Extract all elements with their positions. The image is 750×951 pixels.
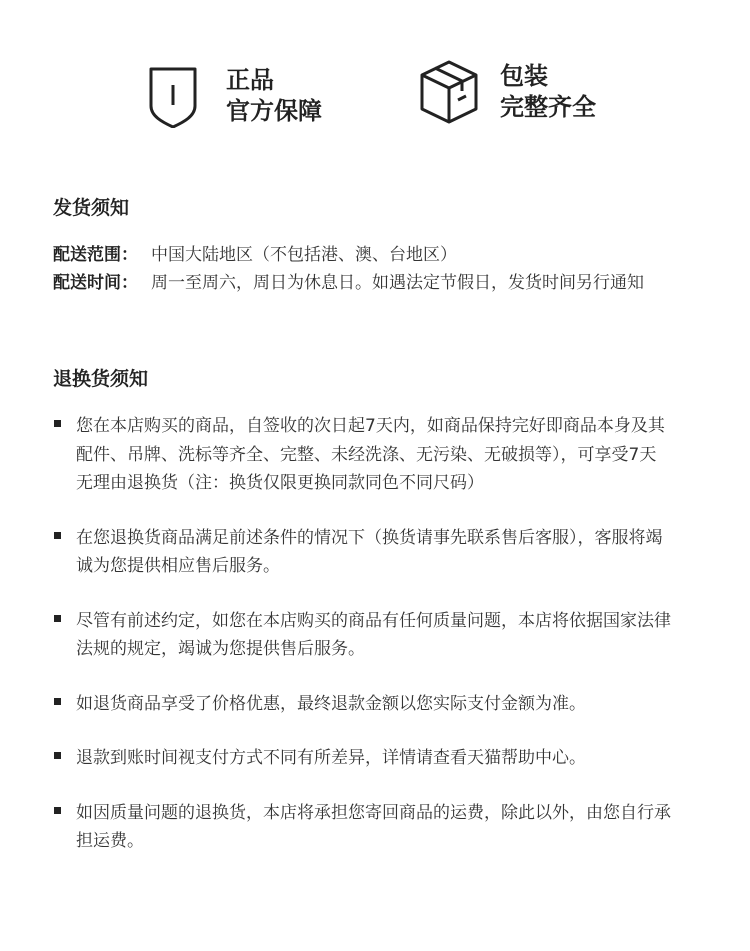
list-item — [53, 524, 673, 581]
badge-line-1: 正品 — [226, 66, 274, 94]
shipping-section-title: 发货须知 — [53, 197, 130, 219]
rule-text: 如退货商品享受了价格优惠，最终退款金额以您实际支付金额为准。 — [76, 693, 586, 714]
rule-text: 尽管有前述约定，如您在本店购买的商品有任何质量问题，本店将依据国家法律法规的规定，竭诚为您提供售后服务。 — [76, 610, 671, 659]
badge-text — [226, 65, 322, 127]
square-bullet-icon — [54, 615, 61, 622]
delivery-time-value: 周一至周六，周日为休息日。如遇法定节假日，发货时间另行通知 — [151, 273, 644, 293]
square-bullet-icon — [54, 532, 61, 539]
badge-text — [500, 61, 596, 123]
list-item — [53, 412, 673, 498]
rule-text: 如因质量问题的退换货，本店将承担您寄回商品的运费，除此以外，由您自行承担运费。 — [76, 802, 671, 851]
list-item — [53, 690, 673, 719]
list-item — [53, 607, 673, 664]
authentic-guarantee-badge — [146, 64, 322, 128]
list-item — [53, 799, 673, 856]
complete-package-badge — [418, 58, 596, 126]
shield-icon — [146, 64, 210, 128]
badge-line-2: 完整齐全 — [500, 93, 596, 121]
package-box-icon — [418, 58, 480, 126]
list-item — [53, 744, 673, 773]
delivery-area-label: 配送范围： — [53, 245, 138, 265]
delivery-time-label: 配送时间： — [53, 273, 138, 293]
delivery-area-value: 中国大陆地区（不包括港、澳、台地区） — [151, 245, 457, 265]
square-bullet-icon — [54, 698, 61, 705]
returns-section-title: 退换货须知 — [53, 368, 149, 390]
rule-text: 您在本店购买的商品，自签收的次日起7天内，如商品保持完好即商品本身及其配件、吊牌、洗标等齐全、完整、未经洗涤、无污染、无破损等），可享受7天无理由退换货（注：换货仅限更换同款同色不同尺码） — [76, 416, 665, 493]
badge-line-2: 官方保障 — [226, 97, 322, 125]
square-bullet-icon — [54, 807, 61, 814]
badge-line-1: 包装 — [500, 62, 548, 90]
square-bullet-icon — [54, 420, 61, 427]
square-bullet-icon — [54, 752, 61, 759]
delivery-time-row — [53, 270, 644, 296]
rule-text: 退款到账时间视支付方式不同有所差异，详情请查看天猫帮助中心。 — [76, 748, 586, 768]
delivery-area-row — [53, 242, 457, 268]
returns-rules-list — [53, 412, 673, 882]
rule-text: 在您退换货商品满足前述条件的情况下（换货请事先联系售后客服），客服将竭诚为您提供相应售后服务。 — [76, 527, 663, 576]
